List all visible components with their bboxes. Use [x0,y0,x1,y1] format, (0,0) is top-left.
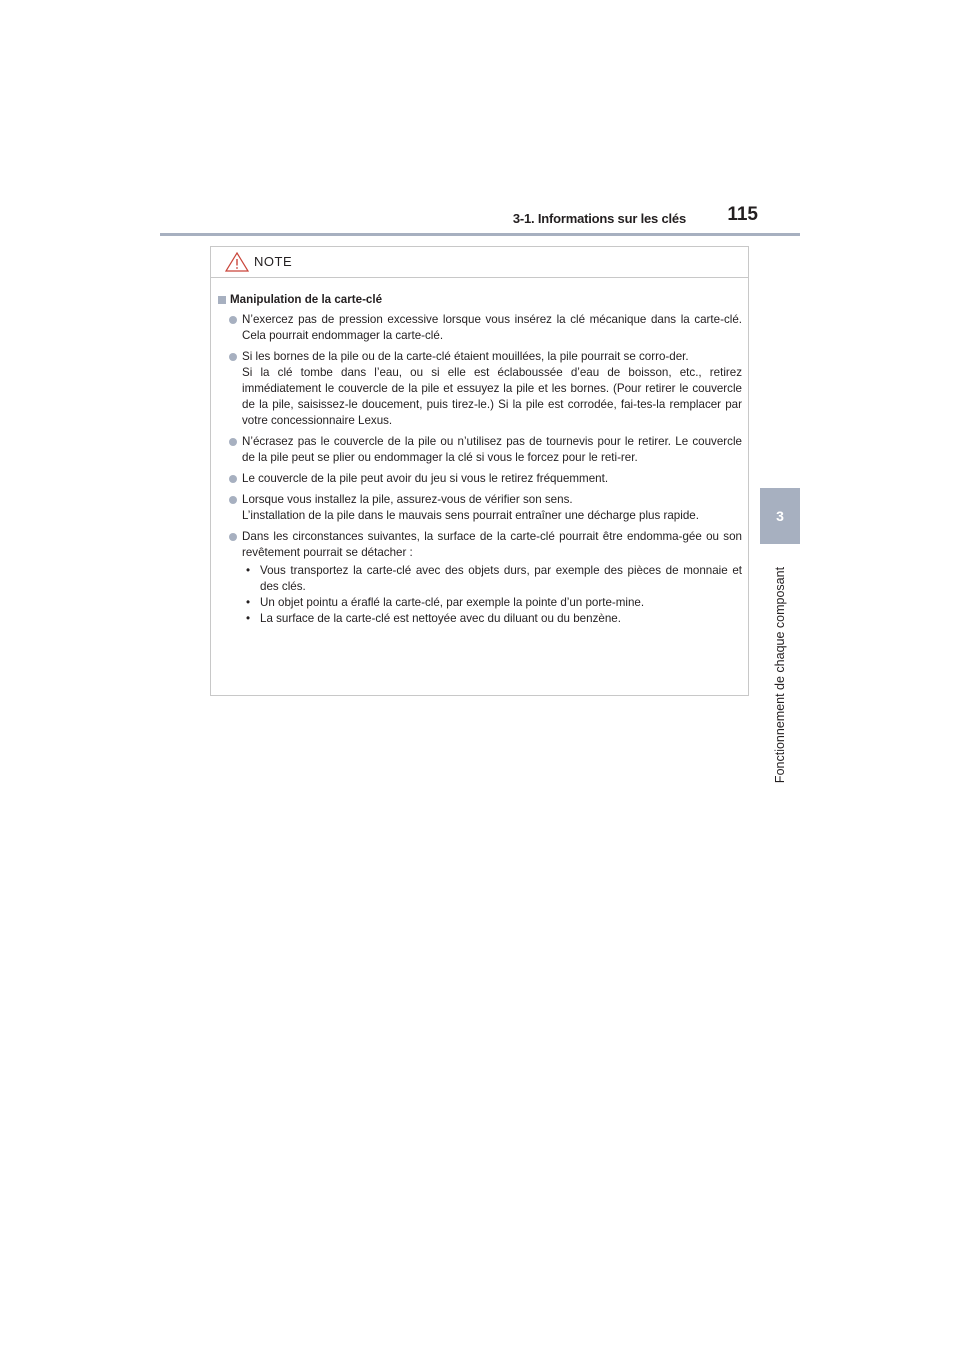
chapter-label [768,552,792,798]
chapter-tab: 3 [760,488,800,544]
bullet-dot-icon [229,316,237,324]
item-text: Le couvercle de la pile peut avoir du jeu si vous le retirez fréquemment. [242,472,609,485]
bullet-dot-icon [229,533,237,541]
header-rule [160,233,800,236]
note-body [211,278,748,627]
list-item [218,492,742,524]
sub-item-text: Vous transportez la carte-clé avec des objets durs, par exemple des pièces de monnaie et des clés. [260,564,742,593]
item-text: N’écrasez pas le couvercle de la pile ou n’utilisez pas de tournevis pour le retirer. Le couvercle de la pile peut se plier ou endommager la clé si vous le forcez pour le reti-rer. [242,435,742,464]
item-text-continued: Si la clé tombe dans l’eau, ou si elle est éclaboussée d’eau de boisson, etc., retirez immédiatement le couvercle de la pile et essuyez la pile et les bornes. (Pour retirer le couvercle de la pile, saisissez-le doucement, puis tirez-le.) Si la pile est corrodée, fai-tes-la remplacer par votre concessionnaire Lexus. [242,366,742,427]
list-item [218,471,742,487]
note-title: NOTE [254,254,293,269]
note-heading-text: Manipulation de la carte-clé [230,293,383,306]
warning-triangle-icon [225,252,249,272]
page-number: 115 [727,204,758,225]
sub-bullet-icon: • [246,596,251,609]
sub-item-text: La surface de la carte-clé est nettoyée avec du diluant ou du benzène. [260,612,621,625]
square-bullet-icon [218,296,226,304]
section-title: 3-1. Informations sur les clés [512,211,686,226]
bullet-dot-icon [229,475,237,483]
sub-list [242,563,742,627]
bullet-dot-icon [229,496,237,504]
sub-item [246,563,742,595]
sub-bullet-icon: • [246,612,251,625]
sub-bullet-icon: • [246,564,251,577]
item-text-continued: L’installation de la pile dans le mauvais sens pourrait entraîner une décharge plus rapide. [242,509,699,522]
list-item [218,529,742,627]
chapter-label-text: Fonctionnement de chaque composant [773,566,787,784]
bullet-dot-icon [229,353,237,361]
item-text: Lorsque vous installez la pile, assurez-vous de vérifier son sens. [242,493,573,506]
note-header [211,247,748,278]
item-text: N’exercez pas de pression excessive lorsque vous insérez la clé mécanique dans la carte-clé. Cela pourrait endommager la carte-clé. [242,313,742,342]
bullet-dot-icon [229,438,237,446]
item-text: Dans les circonstances suivantes, la surface de la carte-clé pourrait être endomma-gée ou son revêtement pourrait se détacher : [242,530,742,559]
list-item [218,312,742,344]
list-item [218,349,742,429]
note-box [210,246,749,696]
item-text: Si les bornes de la pile ou de la carte-clé étaient mouillées, la pile pourrait se corro-der. [242,350,689,363]
sub-item [246,611,742,627]
note-heading [218,292,742,308]
list-item [218,434,742,466]
page-header [160,200,800,236]
sub-item-text: Un objet pointu a éraflé la carte-clé, par exemple la pointe d’un porte-mine. [260,596,645,609]
sub-item [246,595,742,611]
